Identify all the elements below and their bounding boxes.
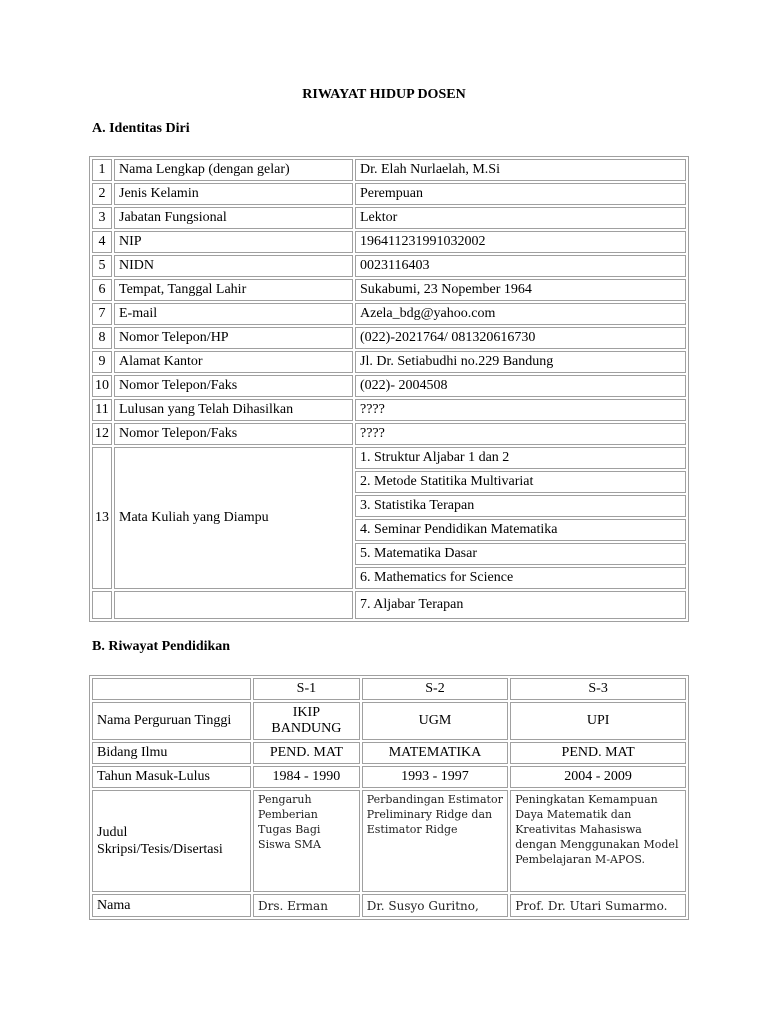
table-row bbox=[92, 375, 686, 397]
row-label: Judul Skripsi/Tesis/Disertasi bbox=[92, 790, 251, 892]
table-row bbox=[92, 399, 686, 421]
cell-s2: Dr. Susyo Guritno, bbox=[362, 894, 508, 917]
row-label: Jabatan Fungsional bbox=[114, 207, 353, 229]
table-row bbox=[92, 327, 686, 349]
row-label: Mata Kuliah yang Diampu bbox=[114, 447, 353, 589]
course-item: 4. Seminar Pendidikan Matematika bbox=[355, 519, 686, 541]
row-label: Nomor Telepon/Faks bbox=[114, 423, 353, 445]
table-row bbox=[92, 159, 686, 181]
table-row bbox=[92, 231, 686, 253]
table-row bbox=[92, 766, 686, 788]
row-number: 2 bbox=[92, 183, 112, 205]
section-b-heading: B. Riwayat Pendidikan bbox=[92, 639, 231, 654]
row-value: Jl. Dr. Setiabudhi no.229 Bandung bbox=[355, 351, 686, 373]
row-label: Jenis Kelamin bbox=[114, 183, 353, 205]
table-row bbox=[92, 351, 686, 373]
cell-s2: UGM bbox=[362, 702, 508, 740]
table-row bbox=[92, 207, 686, 229]
table-row bbox=[92, 183, 686, 205]
section-a-heading: A. Identitas Diri bbox=[92, 121, 190, 136]
empty-cell bbox=[92, 591, 112, 619]
cell-s3: Peningkatan Kemampuan Daya Matematik dan Kreativitas Mahasiswa dengan Menggunakan Model Pembelajaran M-APOS. bbox=[510, 790, 686, 892]
row-value: Dr. Elah Nurlaelah, M.Si bbox=[355, 159, 686, 181]
row-value: Lektor bbox=[355, 207, 686, 229]
cell-s2: MATEMATIKA bbox=[362, 742, 508, 764]
row-label: Nomor Telepon/HP bbox=[114, 327, 353, 349]
row-number: 10 bbox=[92, 375, 112, 397]
course-item: 6. Mathematics for Science bbox=[355, 567, 686, 589]
row-label: Alamat Kantor bbox=[114, 351, 353, 373]
cell-s2: 1993 - 1997 bbox=[362, 766, 508, 788]
table-row bbox=[92, 303, 686, 325]
identity-table bbox=[89, 156, 689, 622]
row-number: 6 bbox=[92, 279, 112, 301]
row-value: (022)- 2004508 bbox=[355, 375, 686, 397]
row-value: ???? bbox=[355, 423, 686, 445]
row-label: Bidang Ilmu bbox=[92, 742, 251, 764]
empty-cell bbox=[92, 678, 251, 700]
cell-s1: 1984 - 1990 bbox=[253, 766, 360, 788]
row-number: 8 bbox=[92, 327, 112, 349]
table-row bbox=[92, 447, 686, 469]
table-row bbox=[92, 279, 686, 301]
row-number: 4 bbox=[92, 231, 112, 253]
cell-s1: Pengaruh Pemberian Tugas Bagi Siswa SMA bbox=[253, 790, 360, 892]
cell-s3: 2004 - 2009 bbox=[510, 766, 686, 788]
cell-s1: Drs. Erman bbox=[253, 894, 360, 917]
cell-s3: PEND. MAT bbox=[510, 742, 686, 764]
row-value: ???? bbox=[355, 399, 686, 421]
table-row bbox=[92, 255, 686, 277]
column-header: S-1 bbox=[253, 678, 360, 700]
course-item: 3. Statistika Terapan bbox=[355, 495, 686, 517]
row-number: 3 bbox=[92, 207, 112, 229]
email-value: Azela_bdg@yahoo.com bbox=[355, 303, 686, 325]
row-number: 7 bbox=[92, 303, 112, 325]
cell-s1: PEND. MAT bbox=[253, 742, 360, 764]
row-label: Nama Perguruan Tinggi bbox=[92, 702, 251, 740]
empty-cell bbox=[114, 591, 353, 619]
row-number: 1 bbox=[92, 159, 112, 181]
row-value: Perempuan bbox=[355, 183, 686, 205]
row-value: (022)-2021764/ 081320616730 bbox=[355, 327, 686, 349]
table-row bbox=[92, 702, 686, 740]
row-label: Tempat, Tanggal Lahir bbox=[114, 279, 353, 301]
row-label: E-mail bbox=[114, 303, 353, 325]
table-header-row bbox=[92, 678, 686, 700]
row-label: Nomor Telepon/Faks bbox=[114, 375, 353, 397]
course-item: 2. Metode Statitika Multivariat bbox=[355, 471, 686, 493]
cell-s3: UPI bbox=[510, 702, 686, 740]
row-number: 12 bbox=[92, 423, 112, 445]
course-item: 1. Struktur Aljabar 1 dan 2 bbox=[355, 447, 686, 469]
row-label: Nama bbox=[92, 894, 251, 917]
row-label: Nama Lengkap (dengan gelar) bbox=[114, 159, 353, 181]
row-label: NIP bbox=[114, 231, 353, 253]
row-label: Lulusan yang Telah Dihasilkan bbox=[114, 399, 353, 421]
row-label: NIDN bbox=[114, 255, 353, 277]
cell-s3: Prof. Dr. Utari Sumarmo. bbox=[510, 894, 686, 917]
row-number: 11 bbox=[92, 399, 112, 421]
table-row bbox=[92, 742, 686, 764]
course-item: 7. Aljabar Terapan bbox=[355, 591, 686, 619]
course-item: 5. Matematika Dasar bbox=[355, 543, 686, 565]
row-value: 0023116403 bbox=[355, 255, 686, 277]
table-row bbox=[92, 423, 686, 445]
table-row bbox=[92, 591, 686, 619]
education-table bbox=[89, 675, 689, 920]
table-row bbox=[92, 790, 686, 892]
row-value: 196411231991032002 bbox=[355, 231, 686, 253]
cell-s2: Perbandingan Estimator Preliminary Ridge dan Estimator Ridge bbox=[362, 790, 508, 892]
column-header: S-2 bbox=[362, 678, 508, 700]
row-number: 5 bbox=[92, 255, 112, 277]
row-number: 9 bbox=[92, 351, 112, 373]
row-number: 13 bbox=[92, 447, 112, 589]
cell-s1: IKIP BANDUNG bbox=[253, 702, 360, 740]
column-header: S-3 bbox=[510, 678, 686, 700]
row-value: Sukabumi, 23 Nopember 1964 bbox=[355, 279, 686, 301]
row-label: Tahun Masuk-Lulus bbox=[92, 766, 251, 788]
table-row bbox=[92, 894, 686, 917]
page-title: RIWAYAT HIDUP DOSEN bbox=[302, 87, 466, 102]
